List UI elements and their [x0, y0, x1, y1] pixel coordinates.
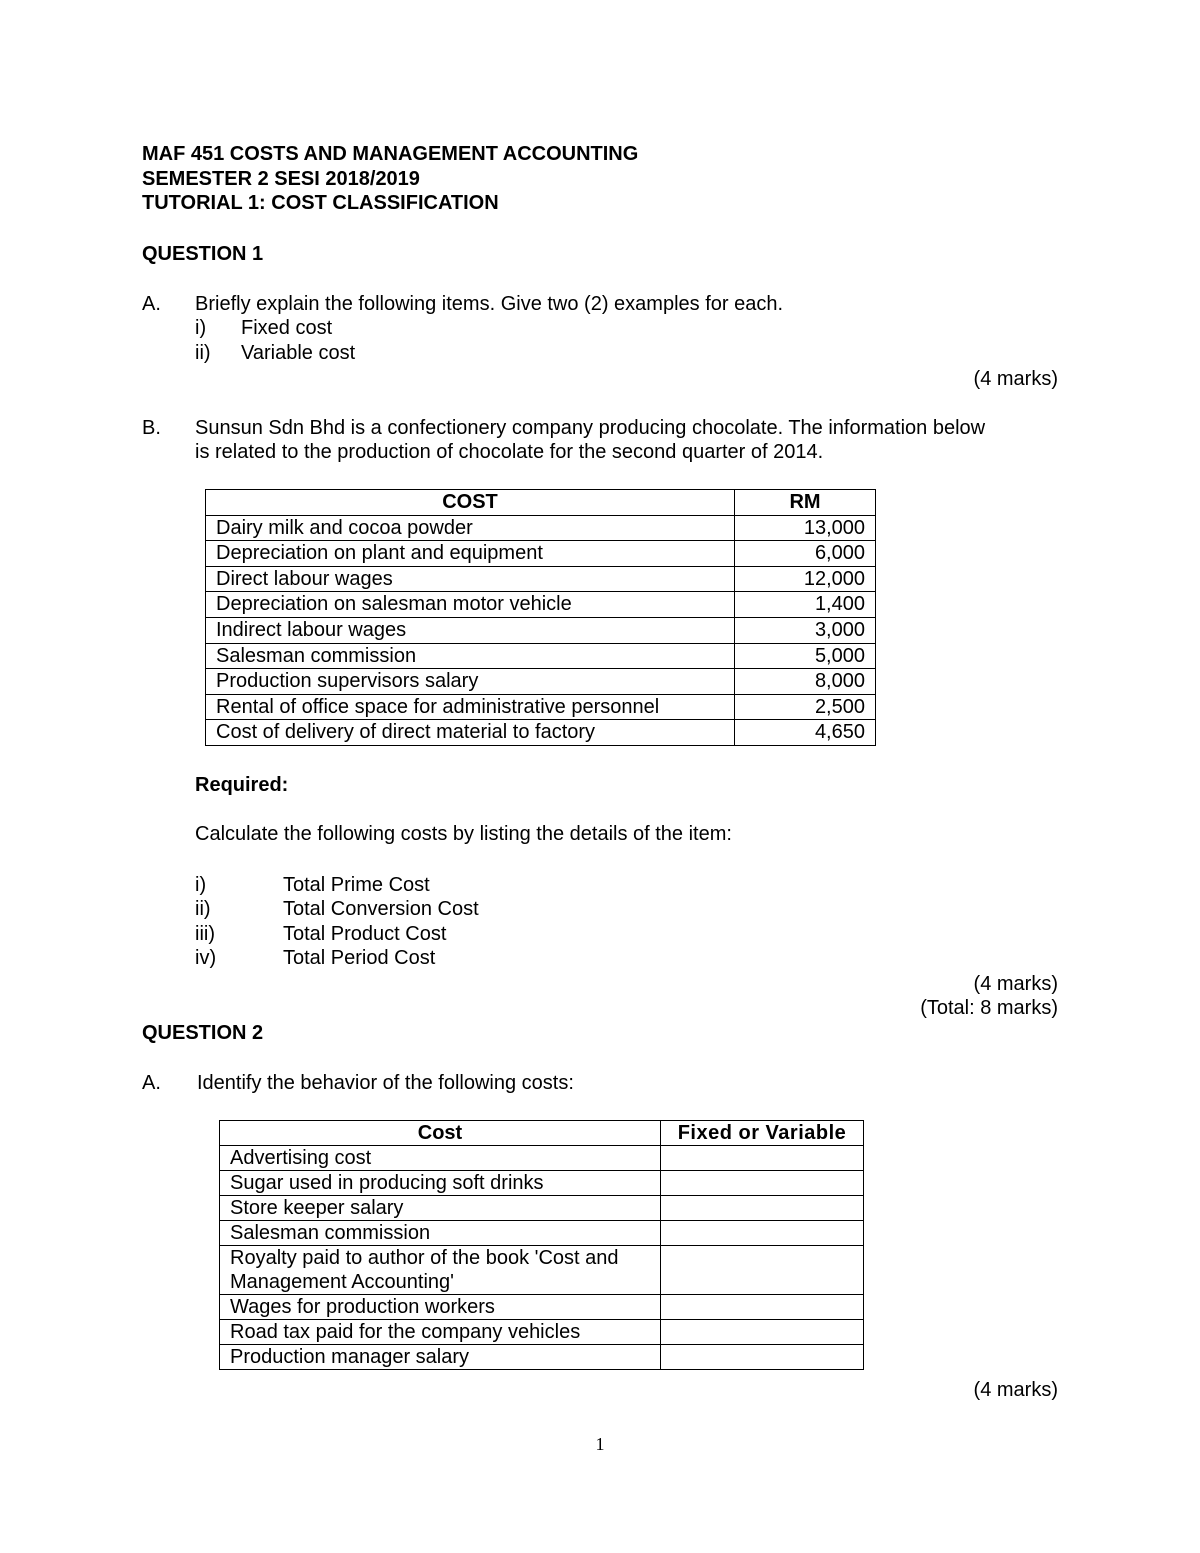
- table-row: [220, 1345, 864, 1370]
- cost-item: Depreciation on plant and equipment: [206, 541, 735, 567]
- q1-a-item-num: ii): [195, 342, 211, 364]
- cost-item: Sugar used in producing soft drinks: [220, 1171, 661, 1196]
- page-number: 1: [595, 1434, 605, 1454]
- q1-b-letter: B.: [142, 417, 161, 439]
- q1-b-text-line1: Sunsun Sdn Bhd is a confectionery company producing chocolate. The information below: [195, 417, 986, 439]
- cost-amount: 12,000: [735, 566, 876, 592]
- table-row: [220, 1295, 864, 1320]
- q2-a-text: Identify the behavior of the following costs:: [197, 1072, 574, 1094]
- q1-b-item-text: Total Period Cost: [283, 947, 436, 969]
- table-row: [206, 541, 876, 567]
- cost-item: Indirect labour wages: [206, 617, 735, 643]
- cost-behavior-table: [219, 1120, 864, 1370]
- table-row: [206, 515, 876, 541]
- cost-item: Salesman commission: [206, 643, 735, 669]
- cost-item: Production manager salary: [220, 1345, 661, 1370]
- q1-a-item-text: Variable cost: [241, 342, 356, 364]
- table-row: [220, 1246, 864, 1295]
- answer-cell[interactable]: [661, 1246, 864, 1295]
- q1-a-letter: A.: [142, 293, 161, 315]
- q1-a-item-text: Fixed cost: [241, 317, 333, 339]
- q1-b-item-num: ii): [195, 898, 211, 920]
- course-title: MAF 451 COSTS AND MANAGEMENT ACCOUNTING: [142, 143, 639, 165]
- cost-amount: 2,500: [735, 694, 876, 720]
- question-2-heading: QUESTION 2: [142, 1022, 264, 1044]
- cost-item: Wages for production workers: [220, 1295, 661, 1320]
- required-label: Required:: [195, 774, 289, 796]
- answer-cell[interactable]: [661, 1320, 864, 1345]
- q1-total-marks: (Total: 8 marks): [920, 997, 1058, 1019]
- cost-item: Direct labour wages: [206, 566, 735, 592]
- cost-amount: 4,650: [735, 720, 876, 746]
- cost-table: [205, 489, 876, 746]
- column-header-cost: COST: [206, 490, 735, 516]
- table-row: [220, 1221, 864, 1246]
- cost-item-line2: Management Accounting': [230, 1271, 454, 1293]
- cost-item: Advertising cost: [220, 1146, 661, 1171]
- table-row: [220, 1146, 864, 1171]
- answer-cell[interactable]: [661, 1171, 864, 1196]
- q1-b-item-text: Total Product Cost: [283, 923, 447, 945]
- answer-cell[interactable]: [661, 1146, 864, 1171]
- table-header-row: [206, 490, 876, 516]
- table-row: [206, 566, 876, 592]
- column-header-fixed-or-variable: Fixed or Variable: [661, 1121, 864, 1146]
- table-row: [220, 1171, 864, 1196]
- q1-b-item-text: Total Conversion Cost: [283, 898, 479, 920]
- semester-line: SEMESTER 2 SESI 2018/2019: [142, 168, 420, 190]
- table-row: [206, 643, 876, 669]
- cost-amount: 1,400: [735, 592, 876, 618]
- cost-item: Road tax paid for the company vehicles: [220, 1320, 661, 1345]
- q2-a-marks: (4 marks): [973, 1379, 1058, 1401]
- answer-cell[interactable]: [661, 1196, 864, 1221]
- cost-amount: 6,000: [735, 541, 876, 567]
- table-row: [206, 592, 876, 618]
- tutorial-title: TUTORIAL 1: COST CLASSIFICATION: [142, 192, 499, 214]
- answer-cell[interactable]: [661, 1345, 864, 1370]
- cost-item: Salesman commission: [220, 1221, 661, 1246]
- table-row: [206, 720, 876, 746]
- cost-amount: 8,000: [735, 669, 876, 695]
- cost-item: Cost of delivery of direct material to factory: [206, 720, 735, 746]
- answer-cell[interactable]: [661, 1295, 864, 1320]
- q1-a-marks: (4 marks): [973, 368, 1058, 390]
- q1-b-item-num: iii): [195, 923, 215, 945]
- table-row: [206, 669, 876, 695]
- question-1-heading: QUESTION 1: [142, 243, 264, 265]
- cost-item: Rental of office space for administrative personnel: [206, 694, 735, 720]
- table-header-row: [220, 1121, 864, 1146]
- cost-amount: 13,000: [735, 515, 876, 541]
- cost-item-line1: Royalty paid to author of the book 'Cost and: [230, 1247, 619, 1269]
- q1-a-item-num: i): [195, 317, 207, 339]
- column-header-rm: RM: [735, 490, 876, 516]
- table-row: [206, 617, 876, 643]
- table-row: [220, 1320, 864, 1345]
- cost-item: [220, 1246, 661, 1295]
- cost-item: Production supervisors salary: [206, 669, 735, 695]
- q1-b-instruction: Calculate the following costs by listing the details of the item:: [195, 823, 732, 845]
- cost-item: Depreciation on salesman motor vehicle: [206, 592, 735, 618]
- table-row: [220, 1196, 864, 1221]
- q2-a-letter: A.: [142, 1072, 161, 1094]
- cost-amount: 5,000: [735, 643, 876, 669]
- q1-b-text-line2: is related to the production of chocolate for the second quarter of 2014.: [195, 441, 824, 463]
- cost-amount: 3,000: [735, 617, 876, 643]
- q1-b-marks: (4 marks): [973, 973, 1058, 995]
- q1-b-item-text: Total Prime Cost: [283, 874, 430, 896]
- table-row: [206, 694, 876, 720]
- cost-item: Store keeper salary: [220, 1196, 661, 1221]
- q1-b-item-num: iv): [195, 947, 217, 969]
- answer-cell[interactable]: [661, 1221, 864, 1246]
- cost-item: Dairy milk and cocoa powder: [206, 515, 735, 541]
- q1-b-item-num: i): [195, 874, 207, 896]
- q1-a-text: Briefly explain the following items. Give two (2) examples for each.: [195, 293, 784, 315]
- column-header-cost: Cost: [220, 1121, 661, 1146]
